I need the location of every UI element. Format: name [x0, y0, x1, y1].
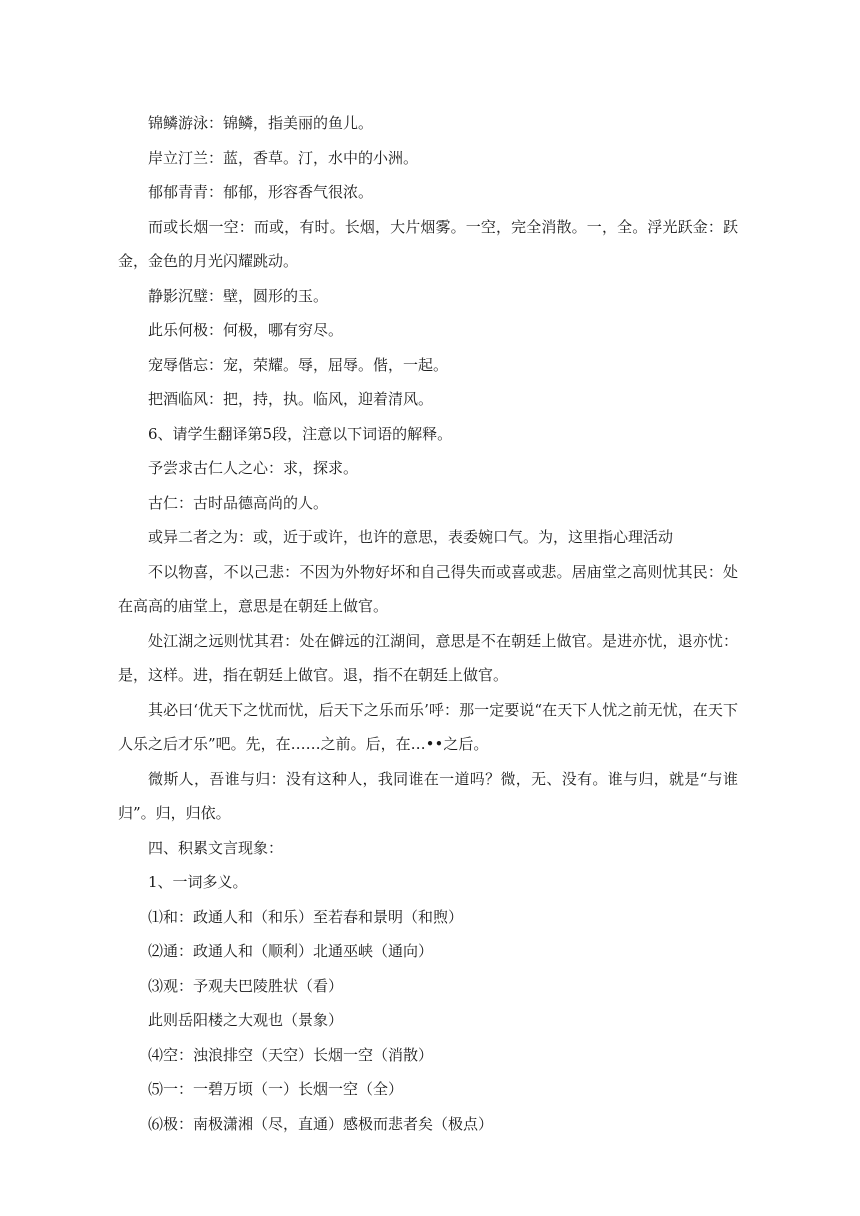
- list-item: ⑵通：政通人和（顺利）北通巫峡（通向）: [148, 942, 434, 960]
- paragraph: 予尝求古仁人之心：求，探求。: [148, 459, 359, 477]
- paragraph: 此乐何极：何极，哪有穷尽。: [148, 321, 344, 339]
- paragraph: 处江湖之远则忧其君：处在僻远的江湖间，意思是不在朝廷上做官。是进亦忧，退亦忧：是，这样。进，指在朝廷上做官。退，指不在朝廷上做官。: [118, 631, 738, 684]
- list-item: ⑴和：政通人和（和乐）至若春和景明（和煦）: [148, 907, 464, 926]
- paragraph: 其必曰‘优天下之忧而忧，后天下之乐而乐’呼：那一定要说“在天下人忧之前无忧，在天下人乐之后才乐”吧。先，在……之前。后，在…••之后。: [118, 700, 738, 753]
- paragraph: 锦鳞游泳：锦鳞，指美丽的鱼儿。: [148, 114, 374, 132]
- list-item: ⑷空：浊浪排空（天空）长烟一空（消散）: [148, 1045, 434, 1064]
- list-item: 此则岳阳楼之大观也（景象）: [148, 1011, 344, 1029]
- subsection-heading: 1、一词多义。: [148, 873, 248, 891]
- paragraph: 古仁：古时品德高尚的人。: [148, 493, 329, 512]
- section-heading: 6、请学生翻译第5段，注意以下词语的解释。: [148, 424, 453, 443]
- paragraph: 静影沉璧：壁，圆形的玉。: [148, 286, 329, 305]
- paragraph: 或异二者之为：或，近于或许，也许的意思，表委婉口气。为，这里指心理活动: [148, 528, 674, 546]
- paragraph: 把酒临风：把，持，执。临风，迎着清风。: [148, 390, 434, 408]
- section-heading: 四、积累文言现象：: [148, 838, 284, 857]
- paragraph: 郁郁青青：郁郁，形容香气很浓。: [148, 183, 374, 201]
- paragraph: 不以物喜，不以己悲：不因为外物好坏和自己得失而或喜或悲。居庙堂之高则忧其民：处在高高的庙堂上，意思是在朝廷上做官。: [118, 562, 738, 615]
- list-item: ⑶观：予观夫巴陵胜状（看）: [148, 976, 344, 995]
- paragraph: 而或长烟一空：而或，有时。长烟，大片烟雾。一空，完全消散。一，全。浮光跃金：跃金，金色的月光闪耀跳动。: [118, 217, 738, 270]
- list-item: ⑹极：南极潇湘（尽，直通）感极而悲者矣（极点）: [148, 1114, 494, 1133]
- paragraph: 宠辱偕忘：宠，荣耀。辱，屈辱。偕，一起。: [148, 355, 449, 374]
- document-body: [118, 106, 738, 1141]
- paragraph: 岸立汀兰：蓝，香草。汀，水中的小洲。: [148, 148, 419, 167]
- paragraph: 微斯人，吾谁与归：没有这种人，我同谁在一道吗？微，无、没有。谁与归，就是“与谁归”。归，归依。: [118, 769, 738, 822]
- list-item: ⑸一：一碧万顷（一）长烟一空（全）: [148, 1080, 404, 1098]
